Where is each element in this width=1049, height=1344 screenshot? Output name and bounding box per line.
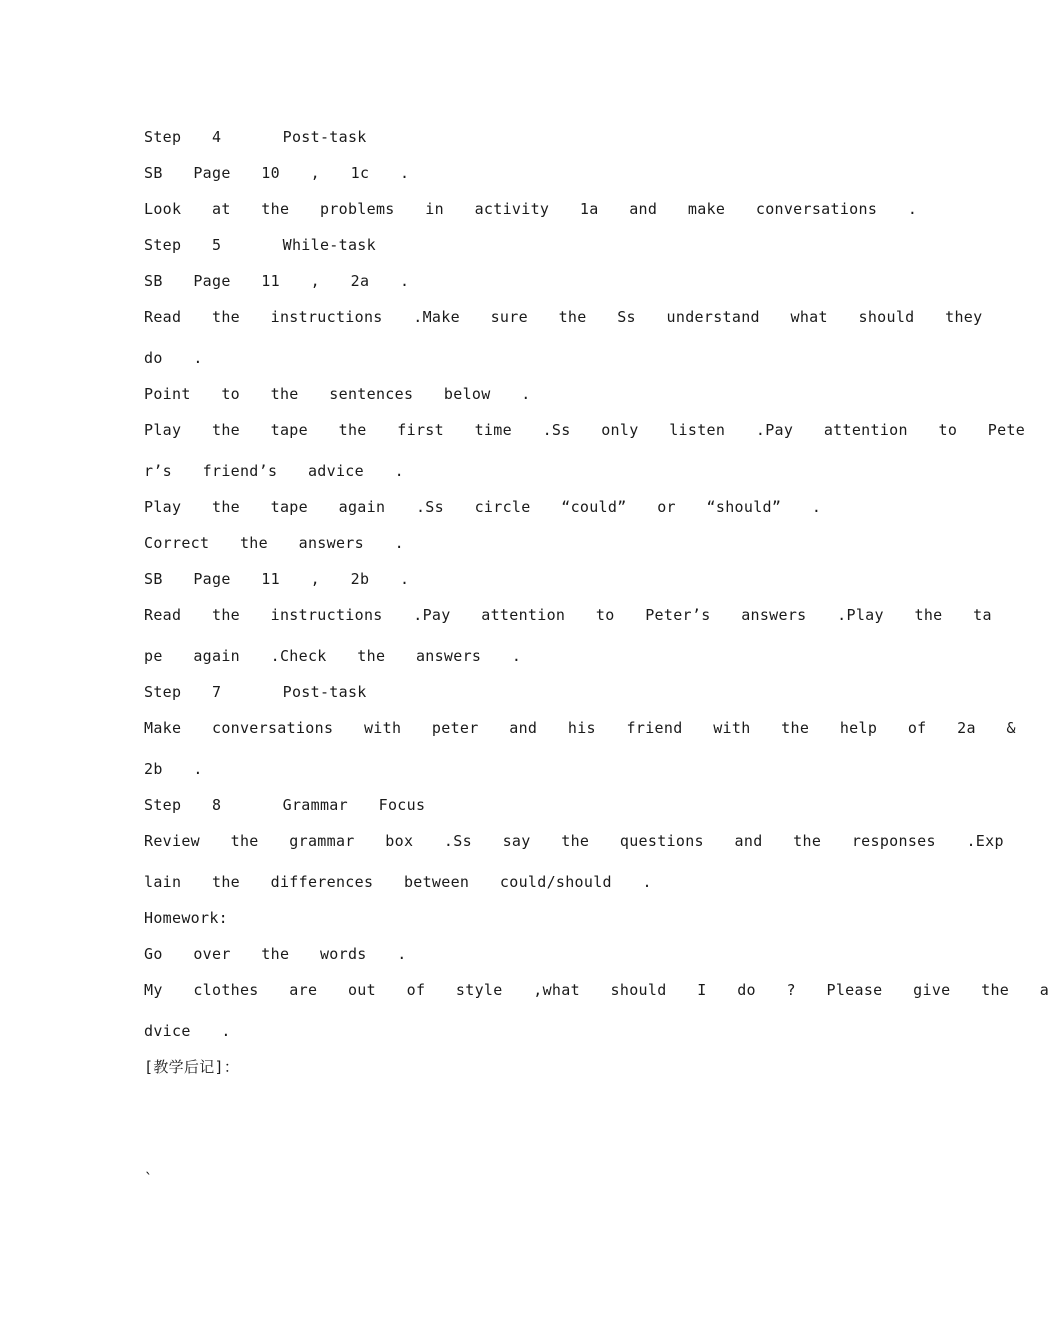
text-line: Make conversations with peter and his friend with the help of 2a & [144, 719, 1016, 737]
text-line: [教学后记]： [144, 1058, 240, 1076]
text-line: pe again .Check the answers . [144, 647, 522, 665]
text-line: do . [144, 349, 203, 367]
text-line: Play the tape again .Ss circle “could” or “should” . [144, 498, 822, 516]
text-line: My clothes are out of style ,what should I do ? Please give the a [144, 981, 1049, 999]
text-line: Go over the words . [144, 945, 407, 963]
text-line: Play the tape the first time .Ss only listen .Pay attention to Pete [144, 421, 1026, 439]
text-line: dvice . [144, 1022, 231, 1040]
text-line: Read the instructions .Pay attention to Peter’s answers .Play the ta [144, 606, 992, 624]
text-line: Step 7 Post-task [144, 683, 367, 701]
text-line: Review the grammar box .Ss say the questions and the responses .Exp [144, 832, 1004, 850]
text-line: Point to the sentences below . [144, 385, 531, 403]
text-line: SB Page 11 , 2b . [144, 570, 410, 588]
text-line: Look at the problems in activity 1a and make conversations . [144, 200, 918, 218]
text-line: Step 8 Grammar Focus [144, 796, 426, 814]
text-line: lain the differences between could/should . [144, 873, 652, 891]
text-line: ` [144, 1170, 154, 1188]
text-line: r’s friend’s advice . [144, 462, 404, 480]
text-line: Homework: [144, 909, 228, 927]
text-line: SB Page 11 , 2a . [144, 272, 410, 290]
text-line: Correct the answers . [144, 534, 404, 552]
text-line: Step 5 While-task [144, 236, 376, 254]
text-line: SB Page 10 , 1c . [144, 164, 410, 182]
text-line: Step 4 Post-task [144, 128, 367, 146]
text-line: 2b . [144, 760, 203, 778]
text-line: Read the instructions .Make sure the Ss understand what should they [144, 308, 983, 326]
